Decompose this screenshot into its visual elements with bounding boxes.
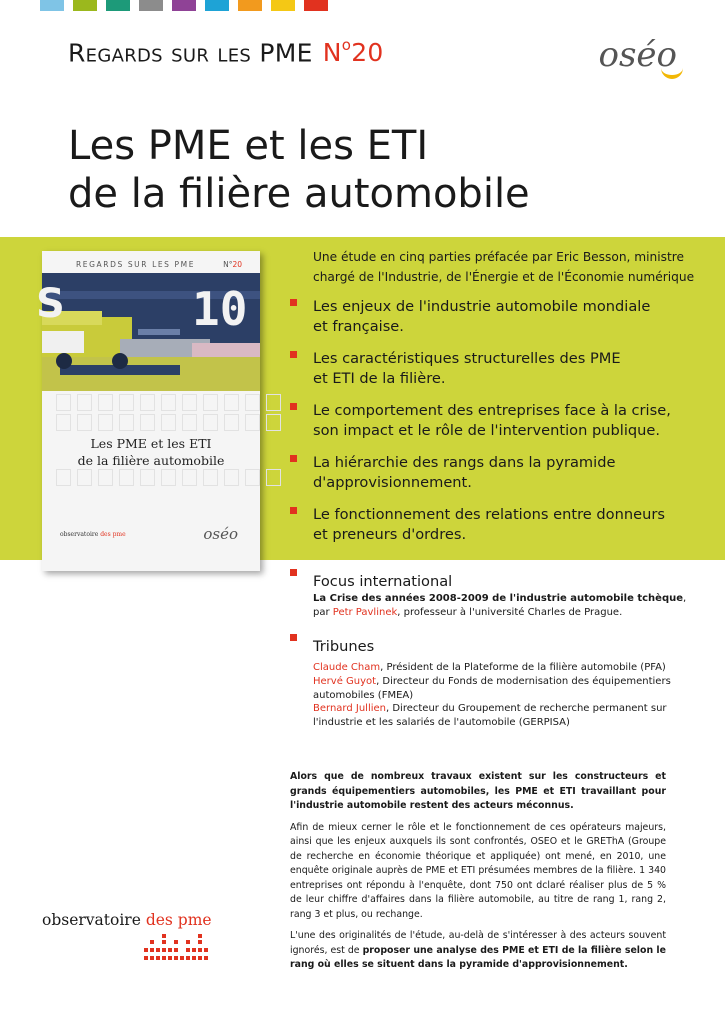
body-paragraph: L'une des originalités de l'étude, au-delà de s'intéresser à des acteurs souvent ignorés, est de proposer une analyse des PME et ETI de la filière selon le rang où elles se situent dans la pyramide d'approvisionnement. [290, 930, 666, 970]
observatoire-bars-icon [144, 934, 210, 962]
body-paragraph: Alors que de nombreux travaux existent sur les constructeurs et grands équipementiers automobiles, les PME et ETI travaillant pour l'industrie automobile restent des acteurs méconnus. [290, 771, 666, 811]
issue-number: $N^o20$ [322, 36, 384, 68]
logo-swoosh [661, 61, 683, 79]
list-item: Les enjeux de l'industrie automobile mondiale et française. [290, 297, 710, 337]
series-name: Regards sur les PME [68, 38, 313, 68]
cover-art-number: 10 [192, 282, 248, 336]
cover-observatoire-logo: observatoire des pme [60, 531, 126, 538]
oseo-logo: oséo [598, 35, 677, 75]
color-square [238, 0, 262, 11]
color-square [106, 0, 130, 11]
cover-number: N°20 [223, 260, 242, 269]
cover-pattern [56, 394, 281, 411]
bullet-square-icon [290, 507, 297, 514]
list-item: Le fonctionnement des relations entre donneurs et preneurs d'ordres. [290, 505, 710, 545]
intro-text: Une étude en cinq parties préfacée par Eric Besson, ministre chargé de l'Industrie, de l'Énergie et de l'Économie numérique [313, 250, 695, 284]
tribune-item: Claude Cham, Président de la Plateforme de la filière automobile (PFA) [313, 662, 666, 673]
color-square [304, 0, 328, 11]
tribunes-heading: Tribunes [290, 637, 710, 657]
color-square [271, 0, 295, 11]
bullet-square-icon [290, 569, 297, 576]
cover-thumbnail [36, 251, 260, 571]
body-paragraph: Afin de mieux cerner le rôle et le fonctionnement de ces opérateurs majeurs, ainsi que les enjeux auxquels ils sont confrontés, OSEO et le GREThA (Groupe de recherche en économie théorique et appliquée) ont mené, en 2010, une enquête originale auprès de PME et ETI présumées membres de la filière. 1 340 entreprises ont répondu à l'enquête, dont 750 ont dclaré réaliser plus de 5 % de leur chiffre d'affaires dans la filière automobile, au titre de rang 1, rang 2, rang 3 et plus, ou rechange. [290, 821, 666, 920]
cover-art-letter: S [36, 281, 65, 327]
cover-title: Les PME et les ETI de la filière automobile [77, 436, 225, 468]
bullet-square-icon [290, 455, 297, 462]
focus-section [290, 572, 710, 620]
color-square [205, 0, 229, 11]
color-square [172, 0, 196, 11]
focus-title: La Crise des années 2008-2009 de l'industrie automobile tchèque, [313, 593, 687, 604]
series-header [68, 38, 384, 67]
cover-pattern [56, 414, 281, 431]
observatoire-logo: observatoire des pme [42, 911, 212, 929]
chapters-list [290, 297, 710, 557]
list-item: Le comportement des entreprises face à la crise, son impact et le rôle de l'intervention publique. [290, 401, 710, 441]
color-square [139, 0, 163, 11]
tribunes-section [290, 637, 710, 730]
bullet-square-icon [290, 634, 297, 641]
page-title: Les PME et les ETI de la filière automobile [68, 123, 530, 217]
cover-series: REGARDS SUR LES PME [76, 260, 196, 269]
color-square [40, 0, 64, 11]
tribune-item: Hervé Guyot, Directeur du Fonds de modernisation des équipementiers automobiles (FMEA) [313, 675, 671, 701]
top-color-strip [40, 0, 328, 11]
cover-oseo-logo: oséo [203, 525, 238, 543]
color-square [73, 0, 97, 11]
list-item: La hiérarchie des rangs dans la pyramide d'approvisionnement. [290, 453, 710, 493]
focus-heading: Focus international [290, 572, 710, 592]
cover-illustration [36, 273, 260, 391]
bullet-square-icon [290, 299, 297, 306]
focus-author: par Petr Pavlinek, professeur à l'université Charles de Prague. [313, 607, 623, 618]
bullet-square-icon [290, 403, 297, 410]
body-text [290, 770, 666, 980]
tribune-item: Bernard Jullien, Directeur du Groupement de recherche permanent sur l'industrie et les salariés de l'automobile (GERPISA) [313, 703, 667, 729]
bullet-square-icon [290, 351, 297, 358]
cover-pattern [56, 469, 281, 486]
list-item: Les caractéristiques structurelles des PME et ETI de la filière. [290, 349, 710, 389]
